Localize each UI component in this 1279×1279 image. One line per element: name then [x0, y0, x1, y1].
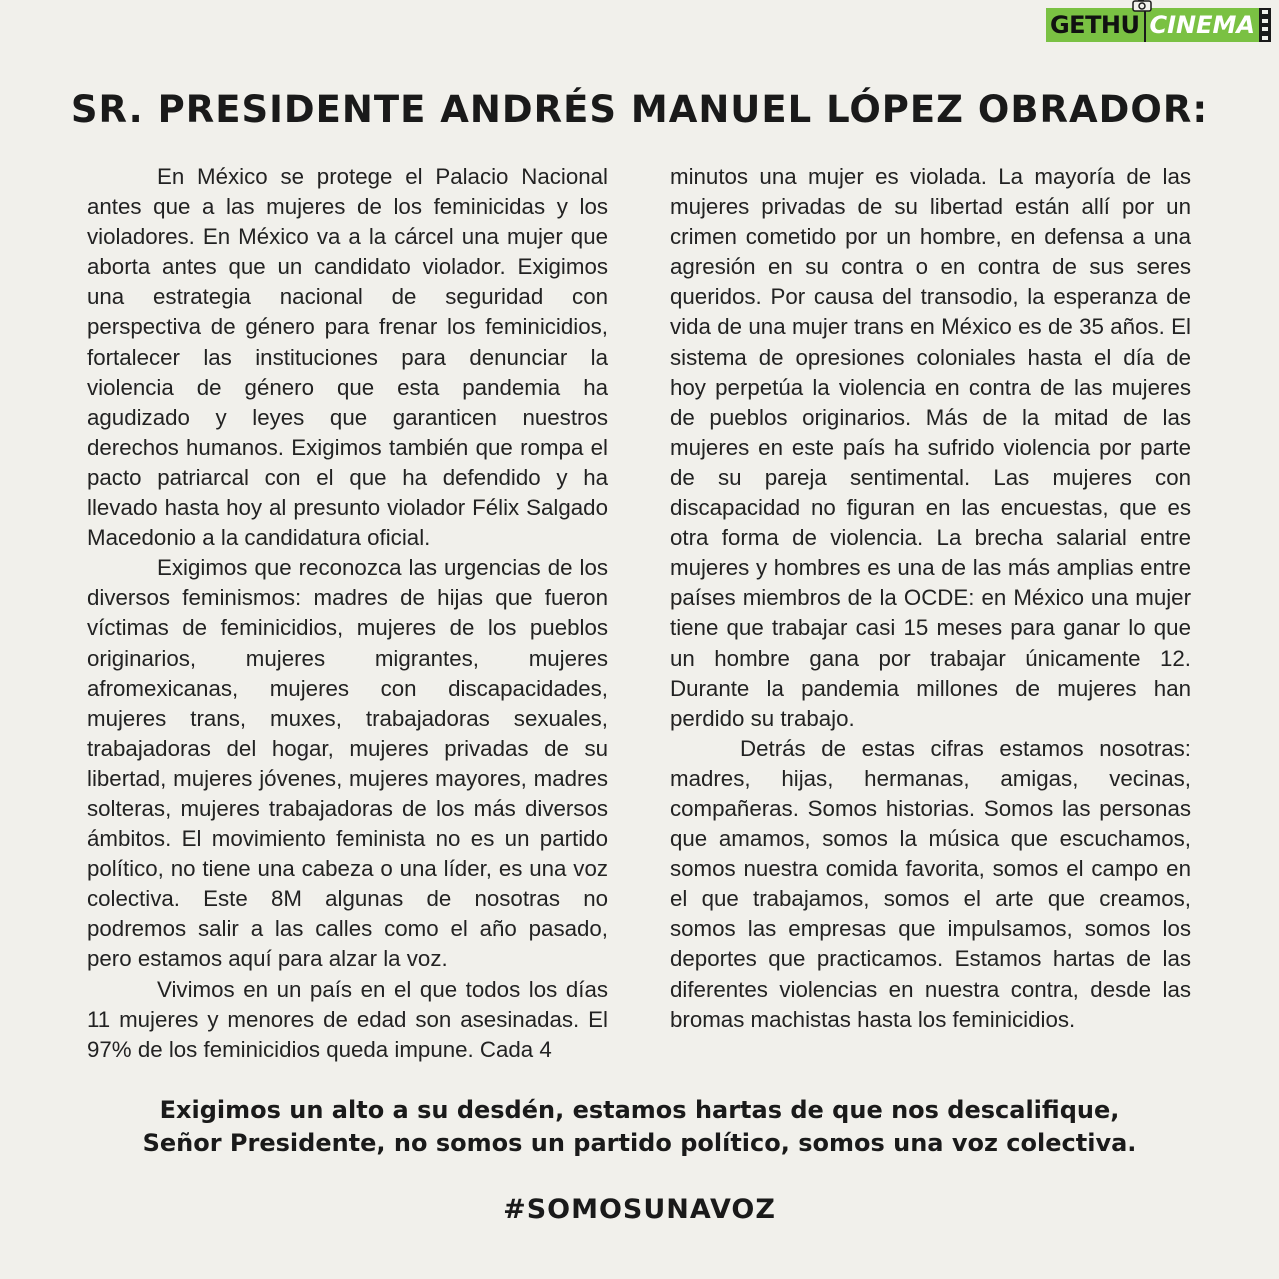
logo-cinema-label: CINEMA — [1149, 11, 1255, 39]
camera-icon — [1132, 0, 1152, 12]
closing-line-2: Señor Presidente, no somos un partido político, somos una voz colectiva. — [142, 1129, 1137, 1157]
logo-text-cinema — [1144, 8, 1259, 42]
right-column — [670, 162, 1191, 1035]
paragraph-4: Detrás de estas cifras estamos nosotras: madres, hijas, hermanas, amigas, vecinas, compañeras. Somos historias. Somos las personas que amamos, somos la música que escuchamos, somos nuestra comida favorita, somos el campo en el que trabajamos, somos el arte que creamos, somos las empresas que impulsamos, somos los deportes que practicamos. Estamos hartas de las diferentes violencias en nuestra contra, desde las bromas machistas hasta los feminicidios. — [670, 735, 1191, 1032]
left-column — [87, 162, 608, 1065]
closing-line-1: Exigimos un alto a su desdén, estamos hartas de que nos descalifique, — [159, 1096, 1120, 1124]
closing-statement — [0, 1094, 1279, 1160]
page-title: SR. PRESIDENTE ANDRÉS MANUEL LÓPEZ OBRADOR: — [70, 88, 1209, 131]
paragraph-3-continued: minutos una mujer es violada. La mayoría de las mujeres privadas de su libertad están allí por un crimen cometido por un hombre, en defensa a una agresión en su contra o en contra de sus seres queridos. Por causa del transodio, la esperanza de vida de una mujer trans en México es de 35 años. El sistema de opresiones coloniales hasta el día de hoy perpetúa la violencia en contra de las mujeres de pueblos originarios. Más de la mitad de las mujeres en este país ha sufrido violencia por parte de su pareja sentimental. Las mujeres con discapacidad no figuran en las encuestas, que es otra forma de violencia. La brecha salarial entre mujeres y hombres es una de las más amplias entre países miembros de la OCDE: en México una mujer tiene que trabajar casi 15 meses para ganar lo que un hombre gana por trabajar únicamente 12. Durante la pandemia millones de mujeres han perdido su trabajo. — [670, 164, 1191, 731]
paragraph-2: Exigimos que reconozca las urgencias de los diversos feminismos: madres de hijas que fueron víctimas de feminicidios, mujeres de los pueblos originarios, mujeres migrantes, mujeres afromexicanas, mujeres con discapacidades, mujeres trans, muxes, trabajadoras sexuales, trabajadoras del hogar, mujeres privadas de su libertad, mujeres jóvenes, mujeres mayores, madres solteras, mujeres trabajadoras de los más diversos ámbitos. El movimiento feminista no es un partido político, no tiene una cabeza o una líder, es una voz colectiva. Este 8M algunas de nosotras no podremos salir a las calles como el año pasado, pero estamos aquí para alzar la voz. — [87, 555, 608, 972]
paragraph-1: En México se protege el Palacio Nacional antes que a las mujeres de los feminicidas y los violadores. En México va a la cárcel una mujer que aborta antes que un candidato violador. Exigimos una estrategia nacional de seguridad con perspectiva de género para frenar los feminicidios, fortalecer las instituciones para denunciar la violencia de género que esta pandemia ha agudizado y leyes que garanticen nuestros derechos humanos. Exigimos también que rompa el pacto patriarcal con el que ha defendido y ha llevado hasta hoy al presunto violador Félix Salgado Macedonio a la candidatura oficial. — [87, 164, 608, 551]
hashtag: #SOMOSUNAVOZ — [503, 1194, 776, 1225]
gethucinema-logo — [1046, 8, 1271, 42]
logo-text-gethu: GETHU — [1046, 8, 1144, 42]
paragraph-3: Vivimos en un país en el que todos los días 11 mujeres y menores de edad son asesinadas. El 97% de los feminicidios queda impune. Cada 4 — [87, 976, 608, 1062]
film-strip-icon — [1259, 8, 1271, 42]
